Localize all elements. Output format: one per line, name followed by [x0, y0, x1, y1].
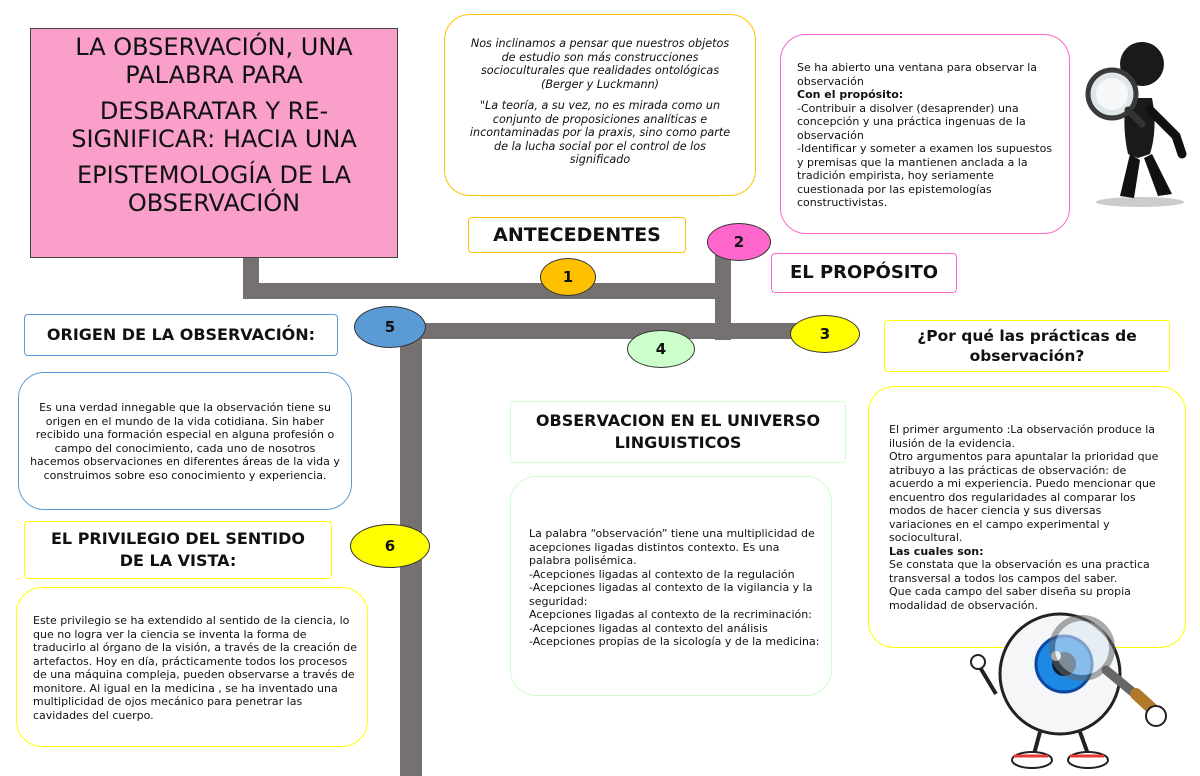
- label-text: EL PROPÓSITO: [789, 262, 939, 283]
- step-6-marker: [350, 524, 430, 568]
- text-line: modos de hacer ciencia y sus diversas: [889, 504, 1102, 517]
- antecedentes-label: [468, 217, 686, 253]
- quote-line: de estudio son más construcciones: [501, 50, 699, 64]
- text-line: cavidades del cuerpo.: [33, 708, 154, 722]
- text-line: Que cada campo del saber diseña su propia: [889, 585, 1131, 598]
- text-line: de una máquina compleja, pueden observarse a través de: [33, 668, 355, 681]
- title-line: SIGNIFICAR: HACIA UNA: [71, 125, 357, 153]
- text-line: origen en el mundo de la vida cotidiana. Sin haber: [45, 414, 325, 428]
- label-text: ORIGEN DE LA OBSERVACIÓN:: [46, 325, 316, 344]
- text-heading: Con el propósito:: [797, 88, 904, 101]
- title-line: LA OBSERVACIÓN, UNA: [75, 33, 353, 61]
- text-line: -Acepciones propias de la sicología y de la medicina:: [529, 635, 820, 648]
- text-line: cuestionada por las epistemologías: [797, 182, 992, 196]
- step-number: 5: [384, 318, 396, 336]
- label-text: LINGUISTICOS: [614, 433, 742, 452]
- text-line: traducirlo al órgano de la visión, a través de la creación de: [33, 641, 358, 654]
- quote-line: conjunto de proposiciones analíticas e: [492, 112, 708, 126]
- title-line: OBSERVACIÓN: [127, 189, 301, 217]
- universo-text-bubble: [510, 476, 832, 696]
- privilegio-text-bubble: [16, 587, 368, 747]
- text-line: ilusión de la evidencia.: [889, 436, 1016, 450]
- universo-label: [510, 401, 846, 463]
- text-line: atribuyo a las prácticas de observación: de: [889, 463, 1127, 477]
- step-number: 4: [655, 340, 667, 358]
- label-text: ¿Por qué las prácticas de: [917, 327, 1137, 345]
- text-line: -Acepciones ligadas al contexto del análisis: [529, 621, 768, 635]
- text-line: tradición empirista, hoy seriamente: [797, 169, 994, 182]
- page-title: [30, 28, 398, 258]
- text-line: Se ha abierto una ventana para observar la: [797, 61, 1038, 74]
- step-number: 1: [562, 268, 574, 286]
- proposito-label: [771, 253, 957, 293]
- text-line: artefactos. Hoy en día, prácticamente todos los procesos: [33, 654, 348, 668]
- text-heading: Las cuales son:: [889, 544, 984, 558]
- quote-line: Nos inclinamos a pensar que nuestros objetos: [470, 37, 730, 50]
- text-line: construimos sobre eso conocimiento y experiencia.: [43, 468, 327, 482]
- text-line: campo del conocimiento, cada uno de nosotros: [54, 441, 316, 455]
- step-1-marker: [540, 258, 596, 296]
- quote-line: incontaminadas por la praxis, sino como parte: [469, 126, 731, 139]
- step-number: 2: [733, 233, 745, 251]
- step-3-marker: [790, 315, 860, 353]
- text-line: variaciones en el campo experimental y: [889, 517, 1110, 531]
- connector-bar: [400, 323, 800, 339]
- text-line: -Contribuir a disolver (desaprender) una: [797, 101, 1019, 115]
- quote-line: significado: [569, 153, 631, 166]
- text-line: acepciones ligadas distintos contexto. Es una: [529, 540, 780, 554]
- label-text: ANTECEDENTES: [493, 224, 661, 246]
- quote-line: de la lucha social por el control de los: [494, 139, 706, 153]
- step-number: 6: [384, 537, 396, 555]
- step-number: 3: [819, 325, 831, 343]
- text-line: Otro argumentos para apuntalar la prioridad que: [889, 450, 1159, 463]
- text-line: -Acepciones ligadas al contexto de la vigilancia y la: [529, 581, 813, 594]
- text-line: Es una verdad innegable que la observación tiene su: [39, 401, 331, 414]
- text-line: hacemos observaciones en diferentes áreas de la vida y: [30, 455, 340, 468]
- text-line: acuerdo a mi experiencia. Puedo mencionar que: [889, 477, 1156, 490]
- text-line: observación: [797, 128, 864, 142]
- text-line: seguridad:: [529, 594, 588, 608]
- quote-bubble: [444, 14, 756, 196]
- text-line: recibido una formación especial en alguna profesión o: [35, 428, 335, 441]
- text-line: palabra polisémica.: [529, 554, 637, 567]
- text-line: Se constata que la observación es una practica: [889, 558, 1150, 571]
- origen-label: [24, 314, 338, 356]
- quote-line: "La teoría, a su vez, no es mirada como un: [479, 99, 721, 112]
- porque-label: [884, 320, 1170, 372]
- text-line: y premisas que la mantienen anclada a la: [797, 155, 1028, 169]
- label-text: observación?: [969, 347, 1085, 365]
- title-line: PALABRA PARA: [125, 61, 303, 89]
- magnifier-figure-icon: [1080, 36, 1192, 208]
- text-line: sociocultural.: [889, 531, 963, 544]
- title-line: DESBARATAR Y RE-: [99, 97, 329, 125]
- text-line: que no logra ver la ciencia se inventa la forma de: [33, 627, 307, 641]
- text-line: -Acepciones ligadas al contexto de la regulación: [529, 567, 795, 581]
- label-text: EL PRIVILEGIO DEL SENTIDO: [51, 529, 305, 548]
- text-line: constructivistas.: [797, 196, 888, 209]
- step-4-marker: [627, 330, 695, 368]
- text-line: monitore. Al igual en la medicina , se ha inventado una: [33, 681, 338, 695]
- text-line: observación: [797, 74, 864, 88]
- title-line: EPISTEMOLOGÍA DE LA: [76, 161, 352, 189]
- label-text: OBSERVACION EN EL UNIVERSO: [535, 411, 821, 430]
- purpose-bubble: [780, 34, 1070, 234]
- text-line: transversal a todos los campos del saber.: [889, 571, 1118, 585]
- connector-bar: [243, 283, 731, 299]
- text-line: El primer argumento :La observación produce la: [889, 423, 1155, 436]
- quote-line: socioculturales que realidades ontológicas: [480, 64, 720, 77]
- label-text: DE LA VISTA:: [119, 551, 237, 570]
- origen-text-bubble: [18, 372, 352, 510]
- text-line: Acepciones ligadas al contexto de la recriminación:: [529, 608, 812, 621]
- step-2-marker: [707, 223, 771, 261]
- text-line: concepción y una práctica ingenuas de la: [797, 115, 1026, 128]
- text-line: -Identificar y someter a examen los supuestos: [797, 142, 1053, 155]
- eye-magnifier-icon: [956, 604, 1180, 772]
- quote-line: (Berger y Luckmann): [540, 77, 660, 91]
- text-line: modalidad de observación.: [889, 598, 1039, 612]
- text-line: encuentro dos regularidades al comparar los: [889, 490, 1136, 504]
- text-line: La palabra “observación” tiene una multiplicidad de: [529, 527, 815, 540]
- privilegio-label: [24, 521, 332, 579]
- text-line: multiplicidad de ojos mecánico para penetrar las: [33, 695, 303, 708]
- text-line: Este privilegio se ha extendido al sentido de la ciencia, lo: [33, 614, 350, 627]
- step-5-marker: [354, 306, 426, 348]
